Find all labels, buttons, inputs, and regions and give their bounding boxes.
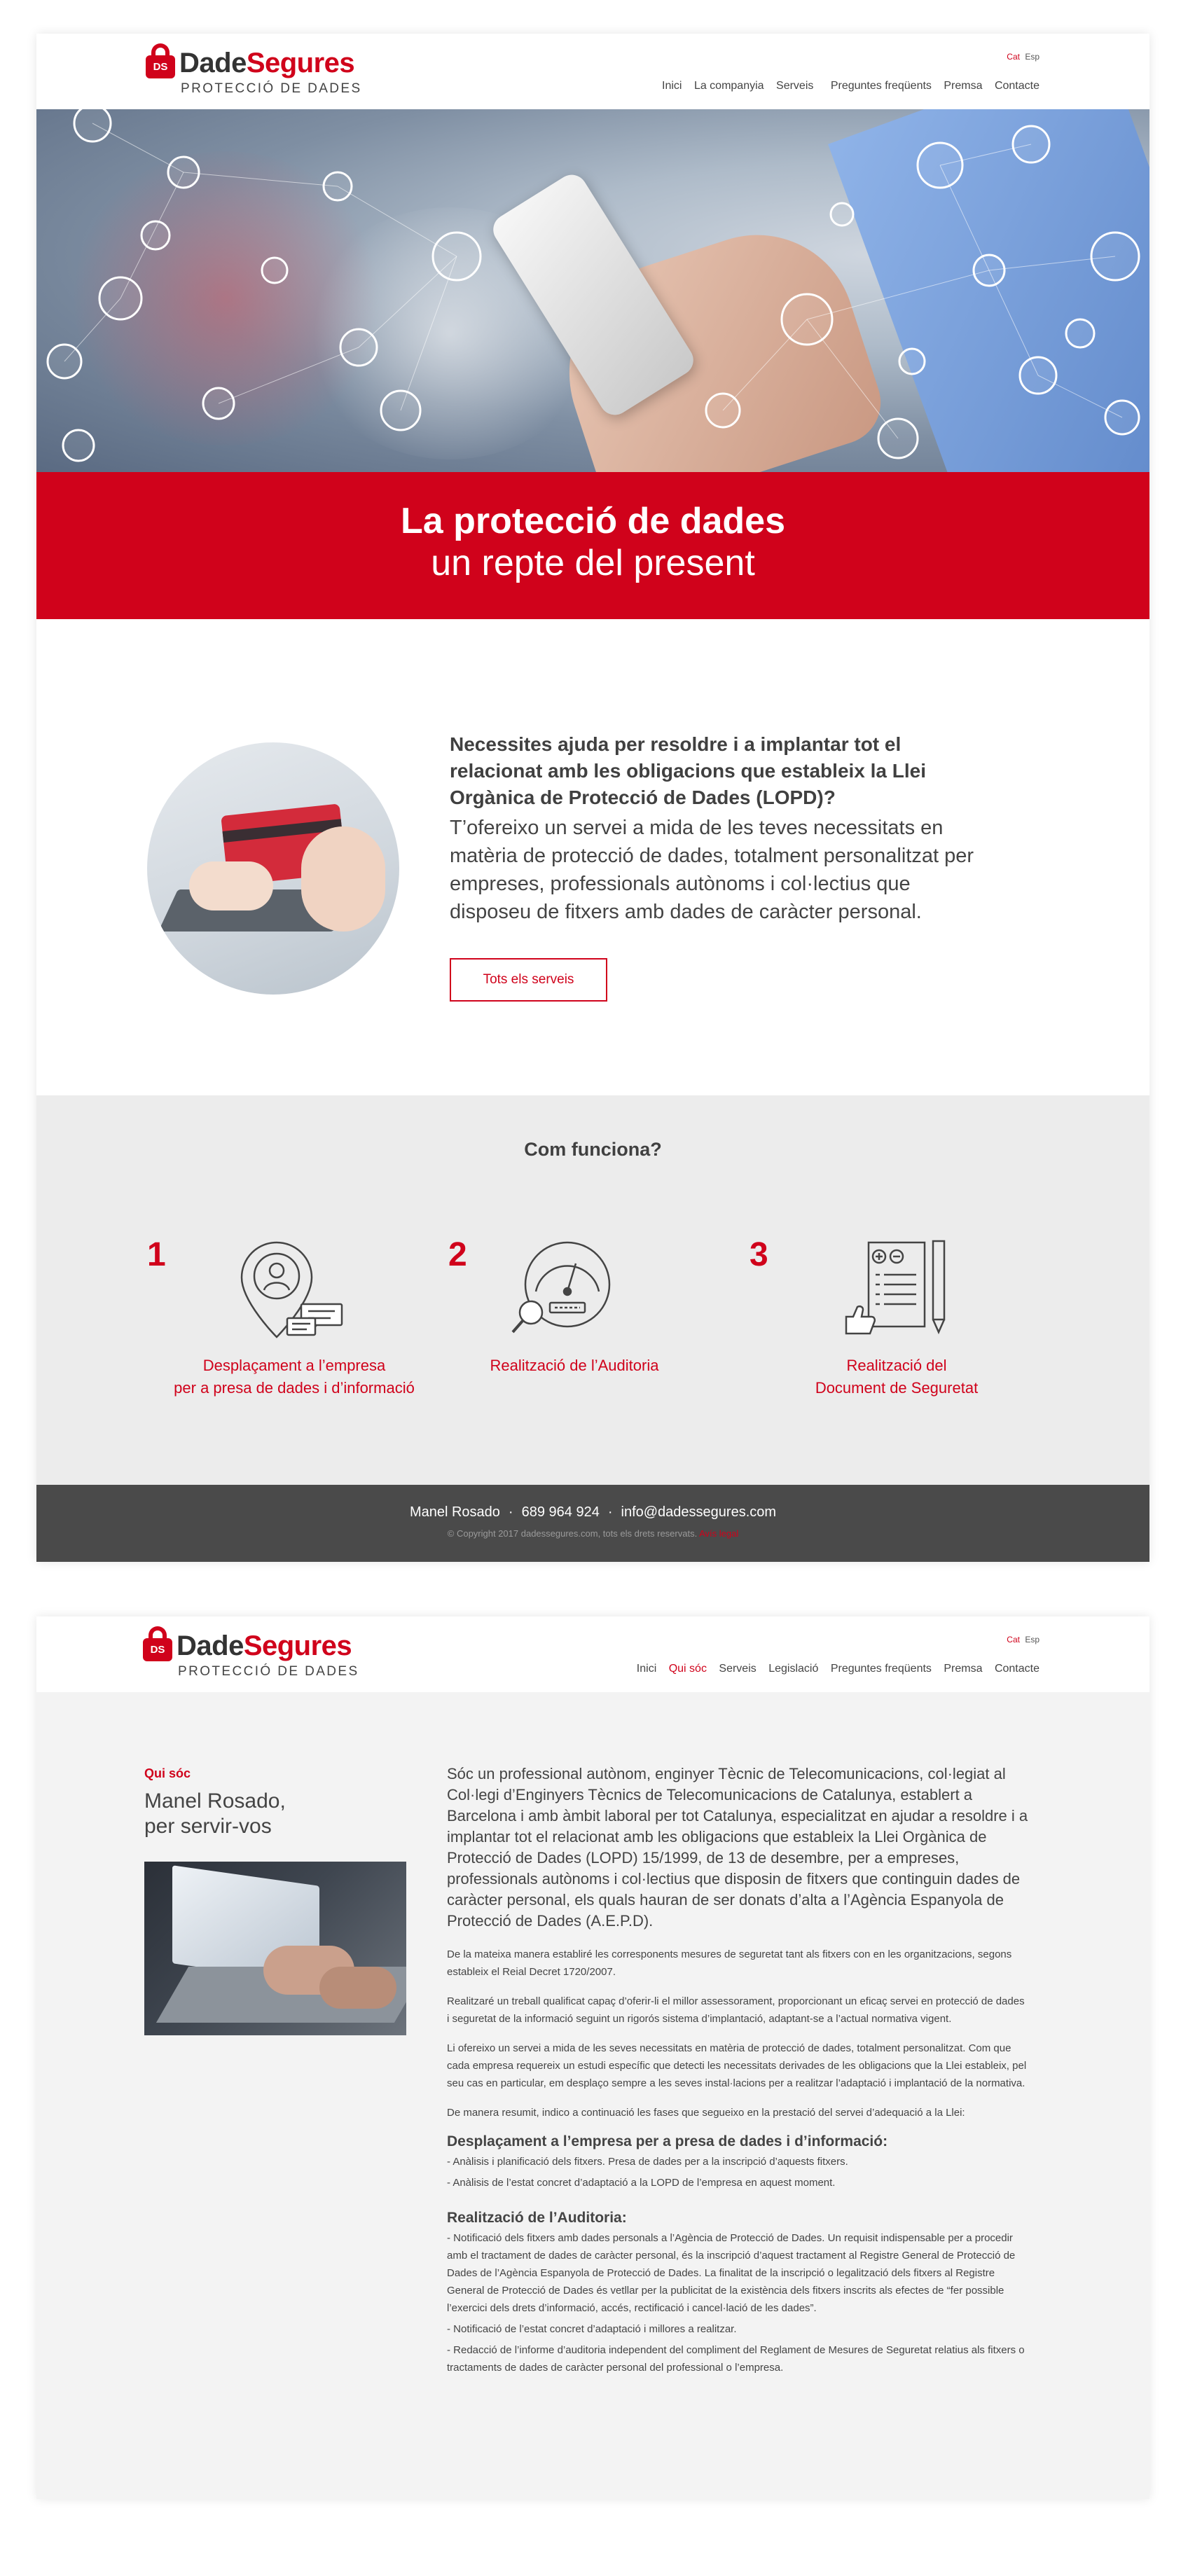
nav-item-serveis[interactable]: Serveis	[719, 1663, 757, 1675]
laptop-typing-image	[144, 1862, 406, 2035]
how-it-works-section	[36, 1095, 1149, 1485]
legal-notice-link[interactable]: Avís legal	[699, 1528, 739, 1539]
nav-item-serveis[interactable]: Serveis	[776, 80, 814, 92]
about-paragraph: Realitzaré un treball qualificat capaç d’oferir-li el millor assessorament, proporcionant un eficaç servei en protecció de dades i seguretat de la informació seguint un rigorós sistema d’implantació, adaptant-se a l’actual normativa vigent.	[447, 1995, 1025, 2025]
brand-logo[interactable]	[146, 43, 370, 98]
nav-item-preguntes[interactable]: Preguntes freqüents	[830, 80, 932, 92]
network-icons-overlay	[36, 109, 1149, 472]
footer-name: Manel Rosado	[409, 1504, 500, 1520]
lang-cat-link[interactable]: Cat	[1007, 1635, 1020, 1644]
step-1	[147, 1235, 441, 1418]
how-title: Com funciona?	[524, 1139, 662, 1160]
nav-item-contacte[interactable]: Contacte	[994, 80, 1040, 92]
phase-item: - Redacció de l’informe d’auditoria independent del compliment del Reglament de Mesures de Seguretat relatius als fitxers o tractaments de dades de caràcter personal del professional o l’empresa.	[447, 2344, 1025, 2374]
phase-item: - Notificació dels fitxers amb dades personals a l’Agència de Protecció de Dades. Un requisit indispensable per a procedir amb el tractament de dades de caràcter personal, és la inscripció d’aquest tractament al Registre General de Protecció de Dades de l’Agència Espanyola de Protecció de Dades. La finalitat de la inscripció o legalització dels fitxers al Registre General de Protecció de Dades és vetllar per la publicitat de la existència dels fitxers inscrits als efectes de “fer possible l’exercici dels drets d’informació, accés, rectificació i cancel·lació de les dades”.	[447, 2232, 1016, 2314]
site-header	[36, 34, 1149, 109]
nav-item-la-companyia[interactable]: La companyia	[693, 80, 764, 92]
credit-card-laptop-image	[147, 742, 399, 995]
about-page-mockup	[36, 1616, 1149, 2499]
nav-item-contacte[interactable]: Contacte	[994, 1663, 1040, 1675]
home-page-mockup	[36, 34, 1149, 1562]
padlock-icon: DS	[143, 1626, 172, 1660]
help-question: Necessites ajuda per resoldre i a implantar tot el relacionat amb les obligacions que estableix la Llei Orgànica de Protecció de Dades (LOPD)?	[450, 733, 927, 808]
hero-banner	[36, 472, 1149, 619]
about-heading: Manel Rosado, per servir-vos	[144, 1789, 286, 1838]
step-2	[448, 1235, 700, 1418]
nav-item-inici[interactable]: Inici	[636, 1663, 657, 1675]
phase-heading: Realització de l’Auditoria:	[447, 2210, 627, 2226]
main-nav	[628, 1663, 1040, 1675]
document-thumbs-pen-icon	[750, 1235, 1044, 1348]
footer-email[interactable]: info@dadessegures.com	[621, 1504, 777, 1520]
nav-item-inici[interactable]: Inici	[662, 80, 682, 92]
about-body	[447, 1764, 1028, 2380]
footer-phone[interactable]: 689 964 924	[521, 1504, 600, 1520]
about-lead: Sóc un professional autònom, enginyer Tècnic de Telecomunicacions, col·legiat al Col·legi d’Enginyers Tècnics de Telecomunicacions de Catalunya, establert a Barcelona i amb àmbit laboral per tot Catalunya, especialitzat en ajudar a resoldre i a implantar tot el relacionat amb les obligacions que estableix la Llei Orgànica de Protecció de Dades (LOPD) 15/1999, de 13 de desembre, per a empreses, professionals autònoms i col·lectius que disposin de fitxers que continguin dades de caràcter personal, els quals hauran de ser donats d’alta a l’Agència Espanyola de Protecció de Dades (A.E.P.D).	[447, 1765, 1028, 1930]
about-paragraph: De la mateixa manera establiré les corresponents mesures de seguretat tant als fitxers con en les organitzacions, segons estableix el Reial Decret 1720/2007.	[447, 1948, 1012, 1978]
brand-tagline: PROTECCIÓ DE DADES	[181, 81, 362, 96]
phase-item: - Anàlisis i planificació dels fitxers. Presa de dades per a la inscripció d’aquests fitxers.	[447, 2156, 848, 2168]
brand-name: DadeSegures	[177, 1630, 352, 1661]
step-caption: Realització de l’Auditoria	[490, 1357, 659, 1374]
help-section	[36, 619, 1149, 1095]
phase-heading: Desplaçament a l’empresa per a presa de dades i d’informació:	[447, 2133, 888, 2149]
about-label: Qui sóc	[144, 1766, 191, 1780]
brand-name: DadeSegures	[179, 48, 355, 78]
lang-cat-link[interactable]: Cat	[1007, 52, 1020, 62]
all-services-button[interactable]: Tots els serveis	[450, 958, 607, 1002]
step-number: 2	[448, 1236, 467, 1273]
lang-esp-link[interactable]: Esp	[1025, 1635, 1040, 1644]
nav-item-legislacio[interactable]: Legislació	[768, 1663, 819, 1675]
hero-title: La protecció de dades	[400, 501, 786, 541]
gauge-magnifier-icon	[448, 1235, 700, 1348]
about-paragraph: De manera resumit, indico a continuació les fases que segueixo en la prestació del servei d’adequació a la Llei:	[447, 2107, 965, 2119]
padlock-icon: DS	[146, 43, 175, 77]
lang-esp-link[interactable]: Esp	[1025, 52, 1040, 62]
hero-subtitle: un repte del present	[431, 543, 755, 583]
hero-image	[36, 109, 1149, 472]
nav-item-qui-soc[interactable]: Qui sóc	[668, 1663, 707, 1675]
step-caption: Realització del Document de Seguretat	[815, 1357, 979, 1397]
brand-tagline: PROTECCIÓ DE DADES	[178, 1664, 359, 1679]
brand-logo[interactable]	[143, 1626, 367, 1681]
nav-item-premsa[interactable]: Premsa	[944, 80, 983, 92]
step-number: 3	[750, 1236, 768, 1273]
help-paragraph: T’ofereixo un servei a mida de les teves necessitats en matèria de protecció de dades, totalment personalitzat per empreses, professionals autònoms i col·lectius que disposeu de fitxers amb dades de caràcter personal.	[450, 817, 974, 923]
step-3	[750, 1235, 1044, 1418]
language-switcher	[1004, 1635, 1040, 1644]
phase-item: - Notificació de l’estat concret d’adaptació i millores a realitzar.	[447, 2323, 737, 2335]
step-caption: Desplaçament a l’empresa per a presa de dades i d’informació	[174, 1357, 415, 1397]
main-nav	[653, 80, 1040, 92]
location-user-chat-icon	[147, 1235, 441, 1348]
site-footer	[36, 1485, 1149, 1562]
nav-item-premsa[interactable]: Premsa	[944, 1663, 983, 1675]
language-switcher	[1004, 52, 1040, 62]
phase-item: - Anàlisis de l’estat concret d’adaptació a la LOPD de l’empresa en aquest moment.	[447, 2177, 836, 2189]
footer-copyright: © Copyright 2017 dadessegures.com, tots els drets reservats. Avís legal	[447, 1528, 739, 1539]
nav-item-preguntes[interactable]: Preguntes freqüents	[830, 1663, 932, 1675]
about-paragraph: Li ofereixo un servei a mida de les seves necessitats en matèria de protecció de dades, totalment personalitzat. Com que cada empresa requereix un estudi específic que detecti les necessitats derivades de les obligacions que la Llei estableix, pel seu cas en particular, em desplaço sempre a les seves instal·lacions per a realitzar l’adaptació i implantació de la normativa.	[447, 2042, 1027, 2089]
footer-contacts: Manel Rosado · 689 964 924 · info@dadessegures.com	[409, 1504, 777, 1520]
step-number: 1	[147, 1236, 166, 1273]
site-header	[36, 1616, 1149, 1692]
